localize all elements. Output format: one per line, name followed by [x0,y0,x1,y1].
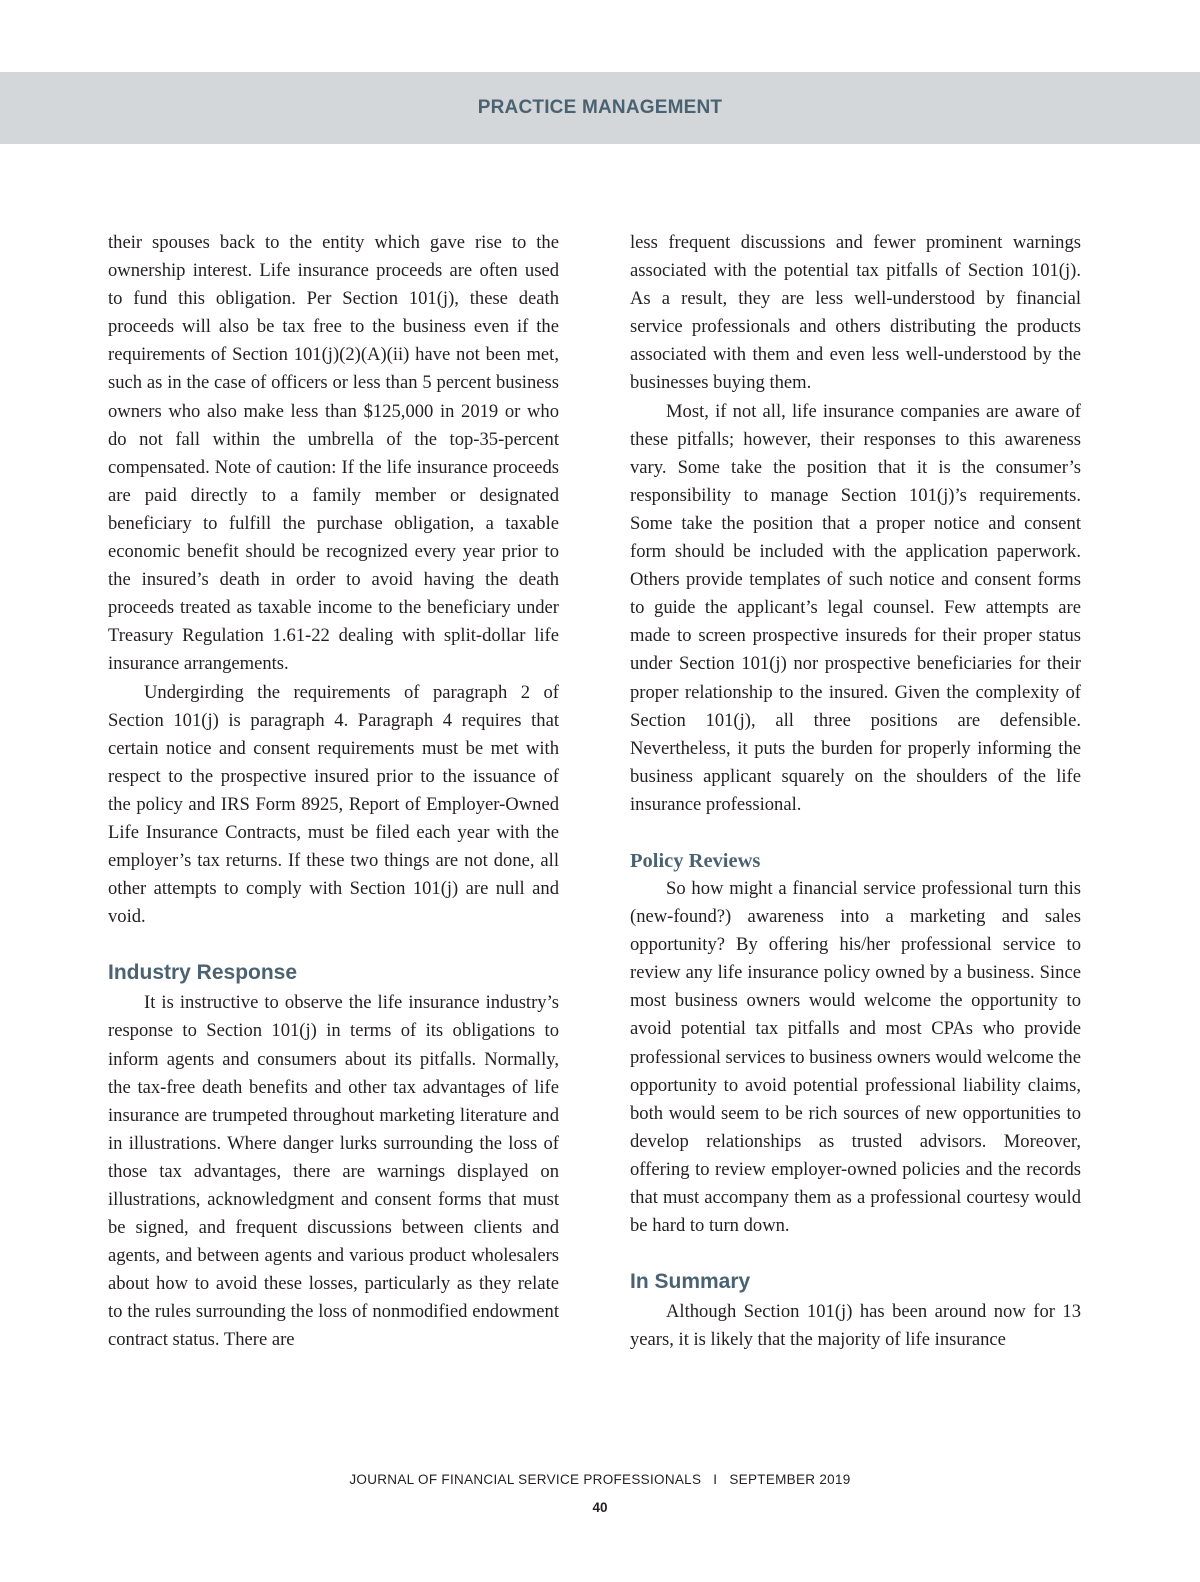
section-header-band [0,72,1200,144]
heading-in-summary: In Summary [630,1270,751,1294]
body-paragraph: Undergirding the requirements of paragraph 2 of Section 101(j) is paragraph 4. Paragraph 4 requires that certain notice and consent requirements must be met with respect to the prospective insured prior to the issuance of the policy and IRS Form 8925, Report of Employer-Owned Life Insurance Contracts, must be filed each year with the employer’s tax returns. If these two things are not done, all other attempts to comply with Section 101(j) are null and void. [108,681,559,928]
body-paragraph: It is instructive to observe the life insurance industry’s response to Section 101(j) in terms of its obligations to inform agents and consumers about its pitfalls. Normally, the tax-free death benefits and other tax advantages of life insurance are trumpeted throughout marketing literature and in illustrations. Where danger lurks surrounding the loss of those tax advantages, there are warnings displayed on illustrations, acknowledgment and consent forms that must be signed, and frequent discussions between clients and agents, and between agents and various product wholesalers about how to avoid these losses, particularly as they relate to the rules surrounding the loss of nonmodified endowment contract status. There are [108,992,559,1351]
right-column [630,229,1081,1354]
left-column [108,229,559,1355]
heading-policy-reviews: Policy Reviews [630,849,761,872]
journal-name: JOURNAL OF FINANCIAL SERVICE PROFESSIONALS [349,1472,702,1487]
issue-date: SEPTEMBER 2019 [729,1472,851,1487]
section-title: PRACTICE MANAGEMENT [477,97,723,118]
body-paragraph: Most, if not all, life insurance companies are aware of these pitfalls; however, their responses to this awareness vary. Some take the position that it is the consumer’s responsibility to manage Section 101(j)’s requirements. Some take the position that a proper notice and consent form should be included with the application paperwork. Others provide templates of such notice and consent forms to guide the applicant’s legal counsel. Few attempts are made to screen prospective insureds for their proper status under Section 101(j) nor prospective beneficiaries for their proper relationship to the insured. Given the complexity of Section 101(j), all three positions are defensible. Nevertheless, it puts the burden for properly informing the business applicant squarely on the shoulders of the life insurance professional. [630,400,1081,815]
body-paragraph: less frequent discussions and fewer prominent warnings associated with the potential tax pitfalls of Section 101(j). As a result, they are less well-understood by financial service professionals and others distributing the products associated with them and even less well-understood by the businesses buying them. [630,232,1081,394]
page-number: 40 [592,1500,608,1515]
body-paragraph: their spouses back to the entity which gave rise to the ownership interest. Life insurance proceeds are often used to fund this obligation. Per Section 101(j), these death proceeds will also be tax free to the business even if the requirements of Section 101(j)(2)(A)(ii) have not been met, such as in the case of officers or less than 5 percent business owners who also make less than $125,000 in 2019 or who do not fall within the umbrella of the top-35-percent compensated. Note of caution: If the life insurance proceeds are paid directly to a family member or designated beneficiary to fulfill the purchase obligation, a taxable economic benefit should be recognized every year prior to the insured’s death in order to avoid having the death proceeds treated as taxable income to the beneficiary under Treasury Regulation 1.61-22 dealing with split-dollar life insurance arrangements. [108,232,559,675]
footer-separator: I [713,1472,718,1487]
heading-industry-response: Industry Response [108,961,298,985]
page-footer [0,1472,1200,1487]
body-paragraph: So how might a financial service professional turn this (new-found?) awareness into a marketing and sales opportunity? By offering his/her professional service to review any life insurance policy owned by a business. Since most business owners would welcome the opportunity to avoid potential tax pitfalls and most CPAs who provide professional services to business owners would welcome the opportunity to avoid potential professional liability claims, both would seem to be rich sources of new opportunities to develop relationships as trusted advisors. Moreover, offering to review employer-owned policies and the records that must accompany them as a professional courtesy would be hard to turn down. [630,877,1081,1237]
body-paragraph: Although Section 101(j) has been around now for 13 years, it is likely that the majority of life insurance [630,1301,1081,1351]
